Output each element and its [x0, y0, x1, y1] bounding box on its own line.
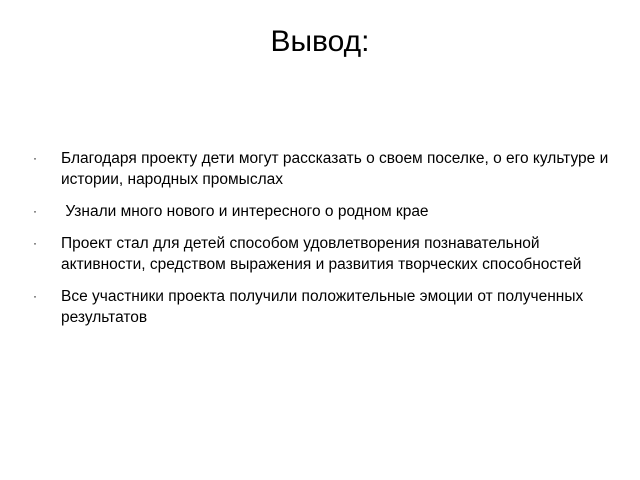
bullet-item	[30, 201, 615, 222]
bullet-text: Проект стал для детей способом удовлетворения познавательной активности, средством выражения и развития творческих способностей	[61, 235, 582, 273]
bullet-text: Узнали много нового и интересного о родном крае	[61, 203, 429, 220]
bullet-item	[30, 286, 615, 328]
bullet-dot-icon: ·	[33, 236, 37, 250]
bullet-item	[30, 148, 615, 190]
bullet-text: Благодаря проекту дети могут рассказать о своем поселке, о его культуре и истории, народных промыслах	[61, 150, 613, 188]
bullet-dot-icon: ·	[33, 289, 37, 303]
bullet-text: Все участники проекта получили положительные эмоции от полученных результатов	[61, 288, 588, 326]
bullet-dot-icon: ·	[33, 151, 37, 165]
bullet-dot-icon: ·	[33, 204, 37, 218]
bullet-item	[30, 233, 615, 275]
bullet-list	[30, 148, 615, 339]
slide-title: Вывод:	[270, 25, 370, 58]
